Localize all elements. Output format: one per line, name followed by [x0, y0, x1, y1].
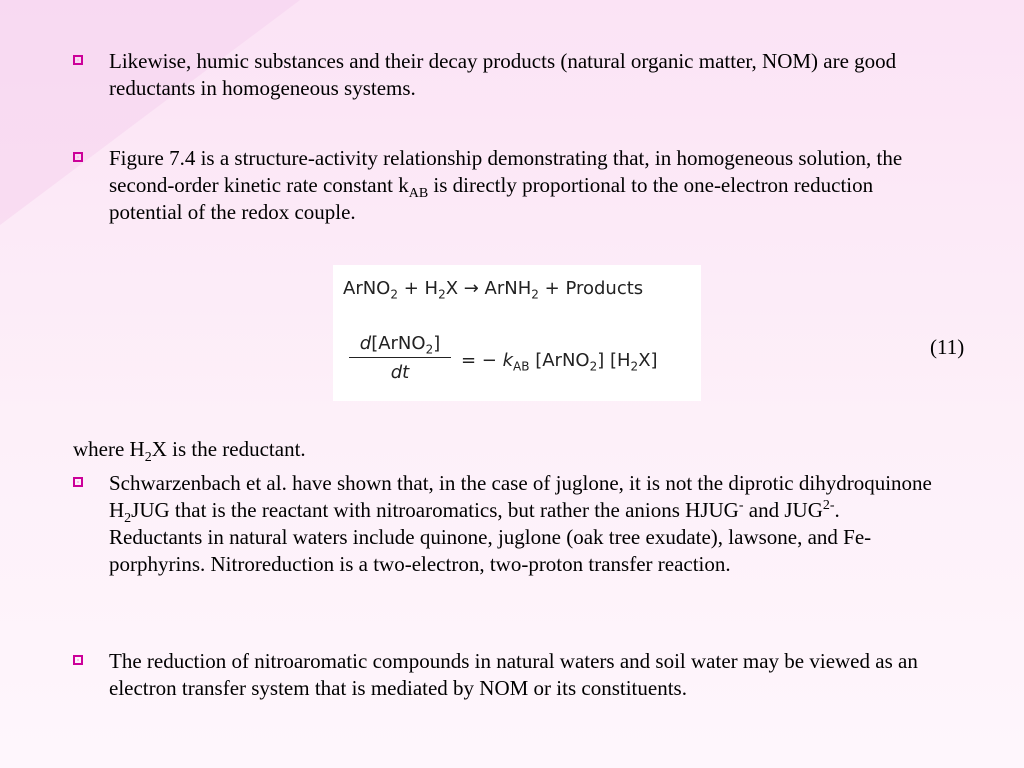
bullet-square-icon [73, 152, 83, 162]
equation-image [333, 265, 701, 401]
reaction-equation: ArNO$_2$ + $H_2X$ → ArNH$_2$ + Products [343, 278, 644, 302]
bullet-text: Schwarzenbach et al. have shown that, in the case of juglone, it is not the diprotic dihydroquinone $H_2JUG$ that is the reactant with nitroaromatics, but rather the anions HJUG- and $JUG^{2-}$. Reductants in natural waters include quinone, juglone (oak tree exudate), lawsone, and Fe-porphyrins. Nitroreduction is a two-electron, two-proton transfer reaction. [109, 471, 932, 576]
fraction-numerator: d[ArNO$_2$] [359, 333, 441, 357]
bullet-square-icon [73, 55, 83, 65]
bullet-text: Figure 7.4 is a structure-activity relationship demonstrating that, in homogeneous solution, the second-order kinetic rate constant $k_{AB}$ is directly proportional to the one-electron reduction potential of the redox couple. [109, 146, 903, 224]
bullet-square-icon [73, 655, 83, 665]
bullet-humic-substances [73, 48, 933, 102]
equation-number: (11) [930, 335, 965, 359]
where-line: where $H_2X$ is the reductant. [73, 437, 306, 466]
bullet-schwarzenbach [73, 470, 933, 578]
bullet-text: Likewise, humic substances and their decay products (natural organic matter, NOM) are good reductants in homogeneous systems. [109, 49, 897, 100]
rate-fraction [349, 333, 451, 383]
fraction-bar [349, 357, 451, 358]
fraction-denominator: dt [390, 362, 410, 383]
bullet-structure-activity [73, 145, 933, 226]
rate-law-rhs: = − $k_{AB}$ [ArNO$_2$] $[H_2X]$ [461, 350, 658, 374]
bullet-nitroaromatic-reduction [73, 648, 933, 702]
bullet-text: The reduction of nitroaromatic compounds in natural waters and soil water may be viewed as an electron transfer system that is mediated by NOM or its constituents. [109, 649, 918, 700]
bullet-square-icon [73, 477, 83, 487]
